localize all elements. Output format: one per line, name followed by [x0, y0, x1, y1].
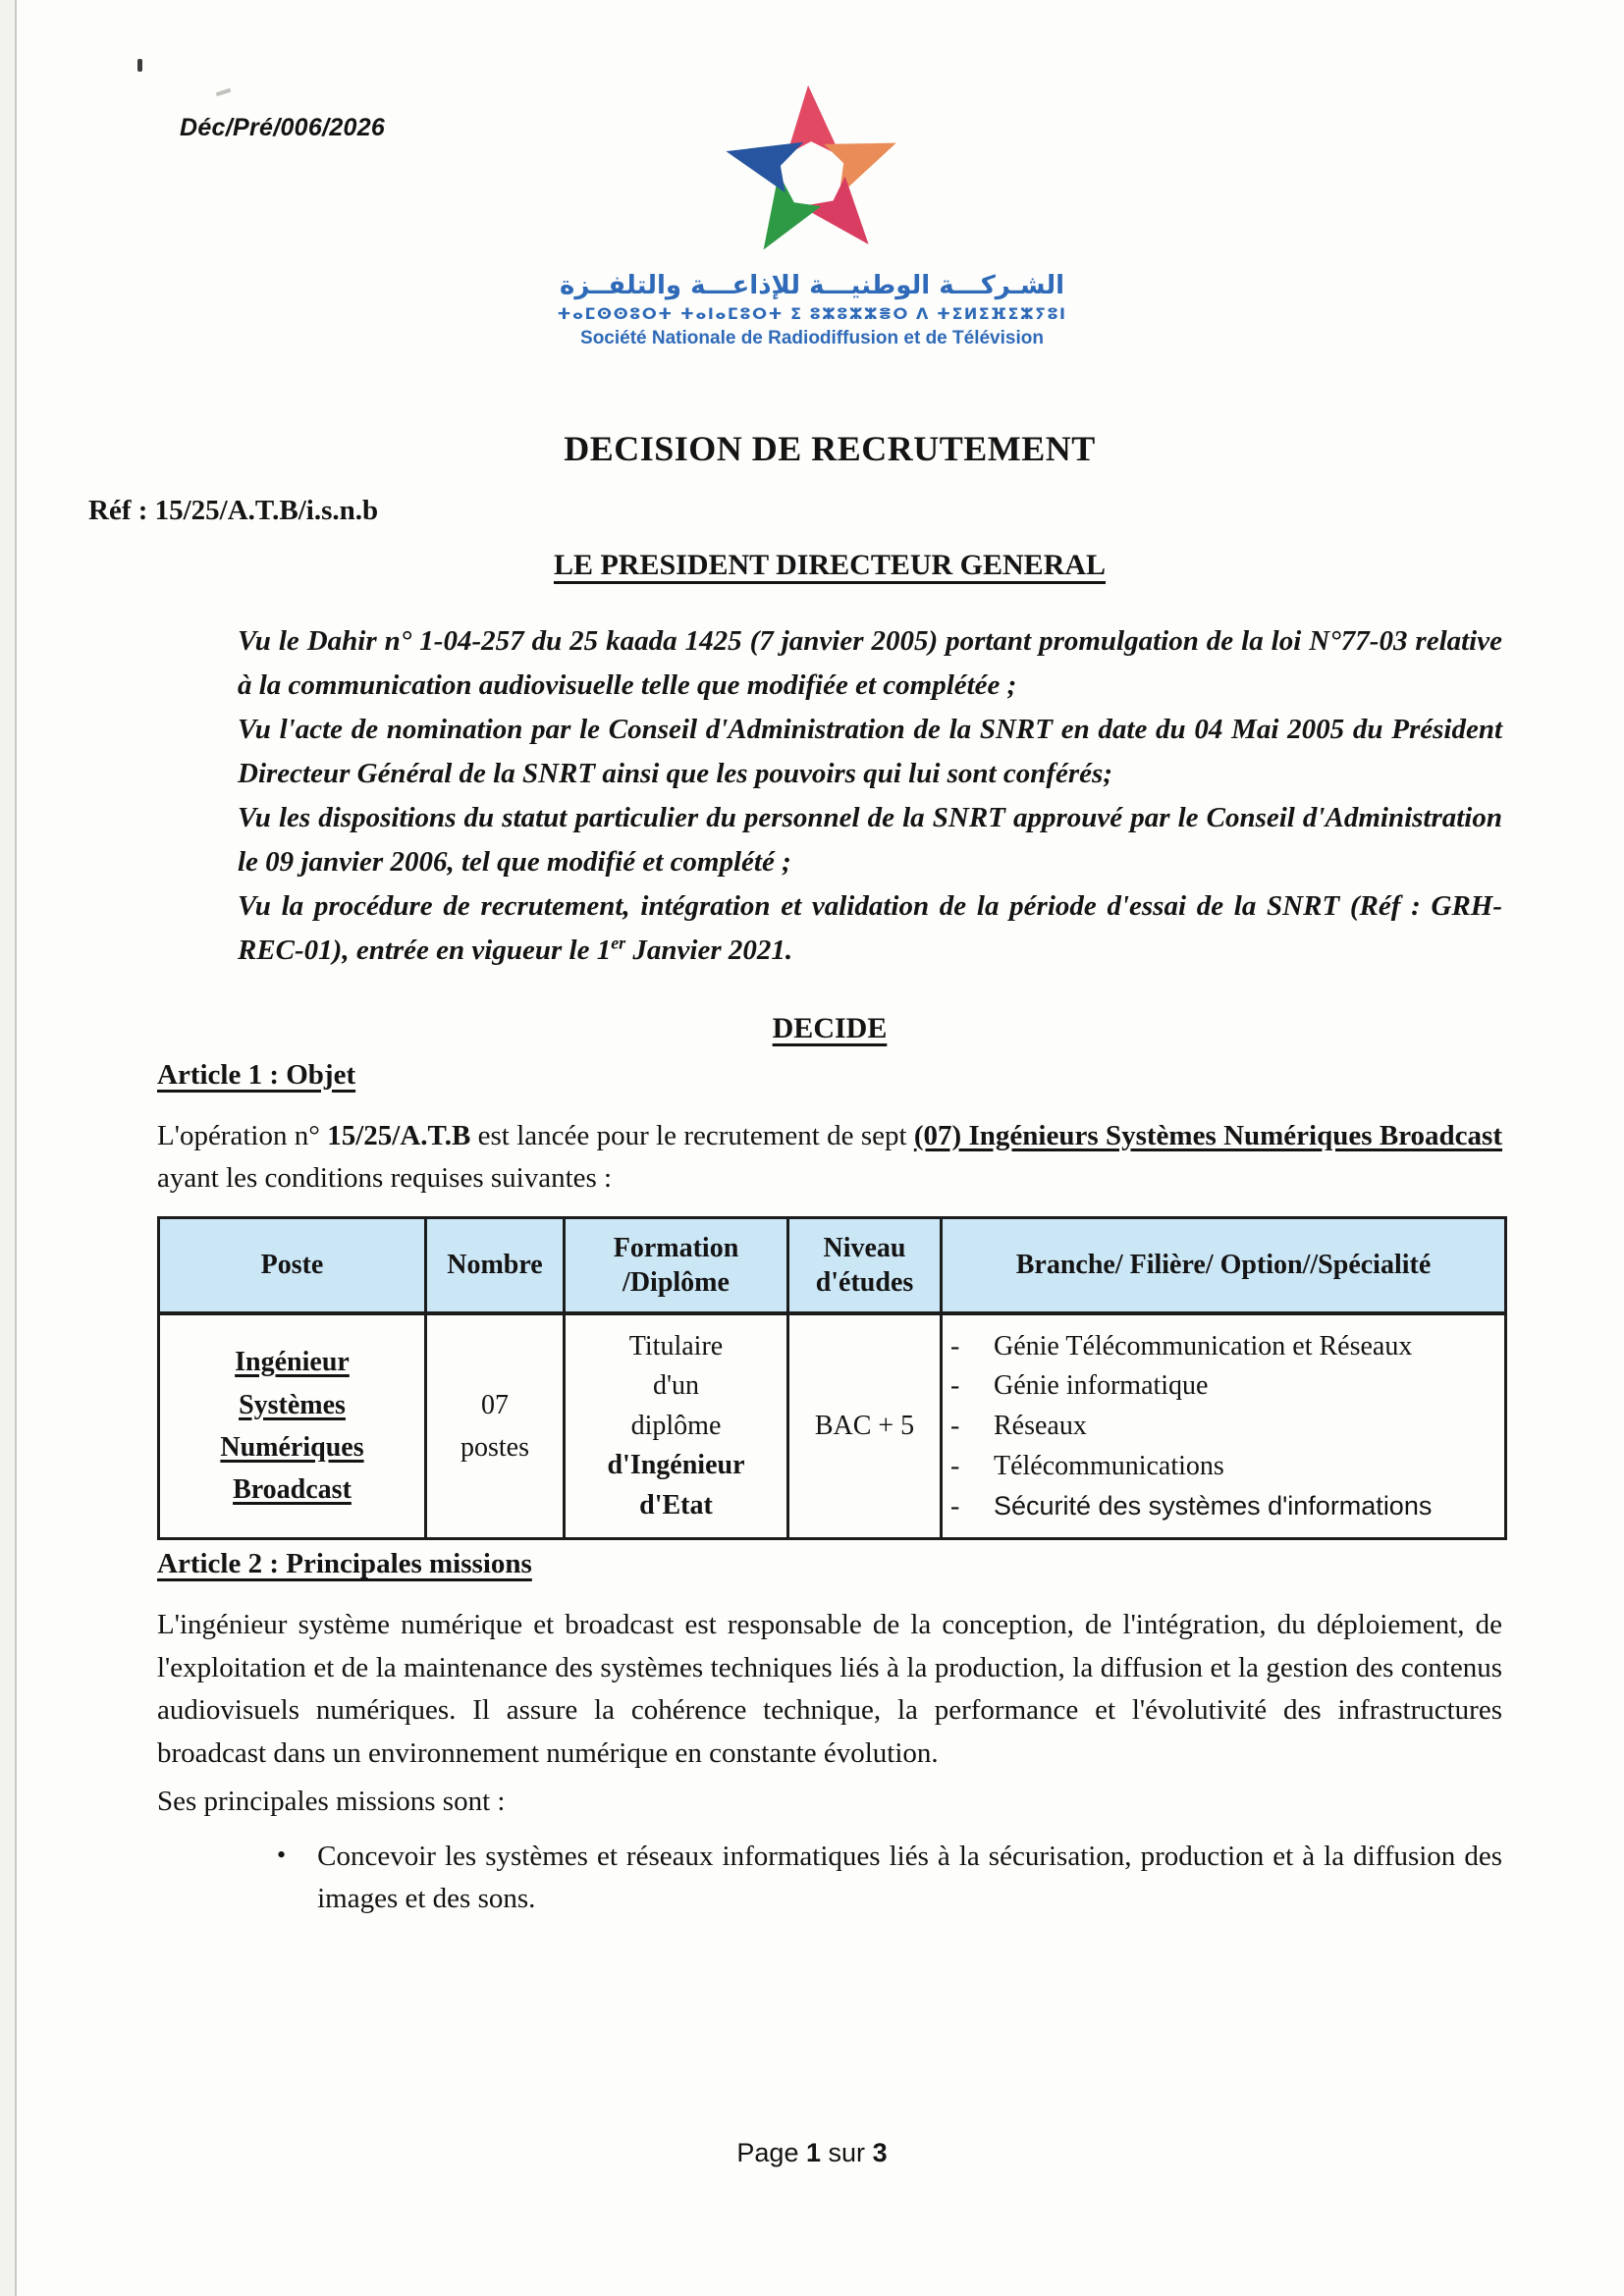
star-arm-bottom-right [800, 172, 888, 262]
requirements-table [157, 1216, 1507, 1541]
specialty-text: Génie informatique [994, 1370, 1209, 1402]
mission-text: Concevoir les systèmes et réseaux informatiques liés à la sécurisation, production et à la diffusion des images et des sons. [317, 1840, 1502, 1915]
scan-speck [137, 59, 142, 72]
footer-total-pages: 3 [872, 2138, 888, 2167]
specialty-text: Réseaux [994, 1411, 1087, 1442]
recital-procedure [238, 884, 1502, 973]
cell-niveau: BAC + 5 [788, 1313, 942, 1539]
star-arm-left [720, 125, 803, 194]
document-ref-number: Déc/Pré/006/2026 [180, 114, 386, 141]
col-header-formation-line1: Formation [613, 1232, 739, 1263]
document-body [0, 428, 1624, 1921]
nombre-value: 07 [481, 1389, 509, 1420]
recital-dahir: Vu le Dahir n° 1-04-257 du 25 kaada 1425 (7 janvier 2005) portant promulgation de la loi N°77-03 relative à la communication audiovisuelle telle que modifiée et complétée ; [238, 625, 1502, 701]
col-header-niveau-line1: Niveau [823, 1232, 906, 1263]
specialty-item [950, 1367, 1496, 1405]
col-header-poste: Poste [159, 1217, 426, 1313]
specialty-item [950, 1488, 1496, 1525]
table-row [159, 1313, 1506, 1539]
cell-branche [942, 1313, 1506, 1539]
specialty-item [950, 1448, 1496, 1485]
snrt-star-icon [712, 82, 913, 267]
position-highlight: (07) Ingénieurs Systèmes Numériques Broadcast [913, 1119, 1502, 1151]
recital-nomination: Vu l'acte de nomination par le Conseil d'Administration de la SNRT en date du 04 Mai 2005 du Président Directeur Général de la SNRT ainsi que les pouvoirs qui lui sont conférés; [238, 713, 1502, 789]
decide-heading: DECIDE [772, 1011, 888, 1044]
operation-ref: 15/25/A.T.B [327, 1119, 471, 1151]
reference-line: Réf : 15/25/A.T.B/i.s.n.b [88, 495, 379, 526]
poste-line: Broadcast [233, 1474, 352, 1506]
article1-middle: est lancée pour le recrutement de sept [470, 1119, 914, 1151]
recital-procedure-tail: Janvier 2021. [625, 934, 793, 966]
page-footer [0, 2138, 1624, 2168]
formation-line: d'un [652, 1370, 700, 1402]
star-arm-right [819, 119, 906, 195]
specialty-text: Télécommunications [994, 1450, 1224, 1481]
cell-nombre [426, 1313, 565, 1539]
scan-edge-artifact [0, 0, 17, 2296]
mission-item [277, 1836, 1502, 1921]
missions-intro: Ses principales missions sont : [157, 1786, 506, 1818]
dash-marker: - [950, 1450, 960, 1481]
formation-line: diplôme [630, 1410, 722, 1441]
footer-prefix: Page [736, 2138, 799, 2167]
specialty-item [950, 1328, 1496, 1365]
cell-formation [565, 1313, 788, 1539]
article1-intro: L'opération n° [157, 1119, 328, 1151]
poste-line: Ingénieur [235, 1347, 350, 1378]
recital-procedure-text: Vu la procédure de recrutement, intégration et validation de la période d'essai de la SNRT (Réf : GRH-REC-01), entrée en vigueur le 1 [238, 889, 1502, 966]
poste-line: Systèmes [239, 1389, 346, 1420]
article1-paragraph [157, 1115, 1502, 1201]
cell-poste [159, 1313, 426, 1539]
logo-tifinagh-name: ⵜⴰⵎⵙⵙⵓⵔⵜ ⵜⴰⵏⴰⵎⵓⵔⵜ ⵉ ⵓⵣⵓⵣⵣⴻⵔ ⴷ ⵜⵉⵍⵉⴼⵉⵣⵢⵓⵏ [557, 304, 1067, 323]
dash-marker: - [950, 1490, 960, 1522]
col-header-niveau [788, 1217, 942, 1313]
poste-line: Numériques [220, 1431, 364, 1463]
table-header-row [159, 1217, 1506, 1313]
authority-heading: LE PRESIDENT DIRECTEUR GENERAL [553, 549, 1107, 581]
article1-heading: Article 1 : Objet [157, 1058, 356, 1091]
nombre-unit: postes [460, 1431, 529, 1463]
formation-line: Titulaire [628, 1330, 724, 1362]
col-header-branche: Branche/ Filière/ Option//Spécialité [942, 1217, 1506, 1313]
recital-statut: Vu les dispositions du statut particulier du personnel de la SNRT approuvé par le Conseil d'Administration le 09 janvier 2006, tel que modifié et complété ; [238, 801, 1502, 878]
specialty-item [950, 1408, 1496, 1445]
footer-page-number: 1 [805, 2138, 822, 2167]
recitals-block [238, 619, 1502, 973]
article2-paragraph: L'ingénieur système numérique et broadcast est responsable de la conception, de l'intégration, du déploiement, de l'exploitation et de la maintenance des systèmes techniques liés à la production, la diffusion et la gestion des contenus audiovisuels numériques. Il assure la cohérence technique, la performance et l'évolutivité des infrastructures broadcast dans un environnement numérique en constante évolution. [157, 1609, 1502, 1769]
dash-marker: - [950, 1370, 960, 1402]
article2-heading: Article 2 : Principales missions [157, 1548, 532, 1580]
bullet-marker: • [277, 1840, 287, 1869]
formation-line-bold: d'Etat [639, 1489, 713, 1521]
dash-marker: - [950, 1330, 960, 1362]
col-header-formation [565, 1217, 788, 1313]
col-header-formation-line2: /Diplôme [623, 1266, 730, 1298]
document-title: DECISION DE RECRUTEMENT [564, 429, 1096, 468]
article1-tail: ayant les conditions requises suivantes : [157, 1162, 613, 1194]
dash-marker: - [950, 1411, 960, 1442]
snrt-logo [0, 0, 1624, 349]
logo-french-name: Société Nationale de Radiodiffusion et de Télévision [580, 328, 1044, 348]
logo-arabic-name: الشـركـــة الوطنيـــة للإذاعـــة والتلفــزة [559, 271, 1065, 300]
ordinal-superscript: er [611, 932, 626, 952]
footer-separator: sur [828, 2138, 866, 2167]
specialty-text: Génie Télécommunication et Réseaux [994, 1330, 1413, 1362]
col-header-nombre: Nombre [426, 1217, 565, 1313]
col-header-niveau-line2: d'études [815, 1266, 914, 1298]
formation-line-bold: d'Ingénieur [607, 1450, 745, 1481]
specialty-text: Sécurité des systèmes d'informations [994, 1490, 1433, 1521]
